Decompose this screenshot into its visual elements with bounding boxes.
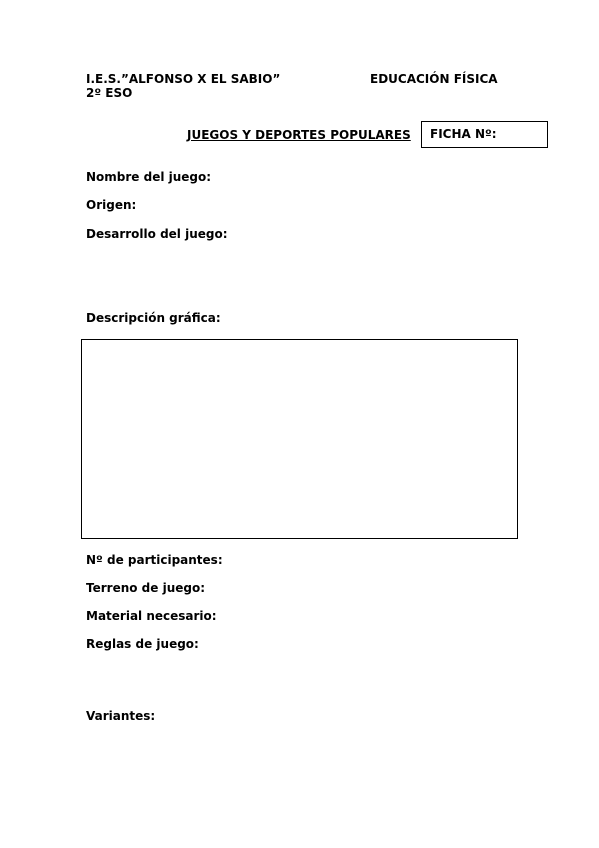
ficha-number-label: FICHA Nº:	[430, 127, 497, 141]
graphic-description-box[interactable]	[81, 339, 518, 539]
field-reglas-label: Reglas de juego:	[86, 637, 199, 651]
course-level: 2º ESO	[86, 86, 133, 100]
document-title: JUEGOS Y DEPORTES POPULARES	[187, 128, 411, 142]
field-desarrollo-label: Desarrollo del juego:	[86, 227, 228, 241]
school-name: I.E.S.”ALFONSO X EL SABIO”	[86, 72, 281, 86]
ficha-number-box[interactable]	[421, 121, 548, 148]
field-nombre-label: Nombre del juego:	[86, 170, 212, 184]
field-variantes-label: Variantes:	[86, 709, 156, 723]
field-participantes-label: Nº de participantes:	[86, 553, 223, 567]
field-material-label: Material necesario:	[86, 609, 217, 623]
field-origen-label: Origen:	[86, 198, 137, 212]
field-descripcion-label: Descripción gráfica:	[86, 311, 221, 325]
field-terreno-label: Terreno de juego:	[86, 581, 206, 595]
subject-name: EDUCACIÓN FÍSICA	[370, 72, 498, 86]
